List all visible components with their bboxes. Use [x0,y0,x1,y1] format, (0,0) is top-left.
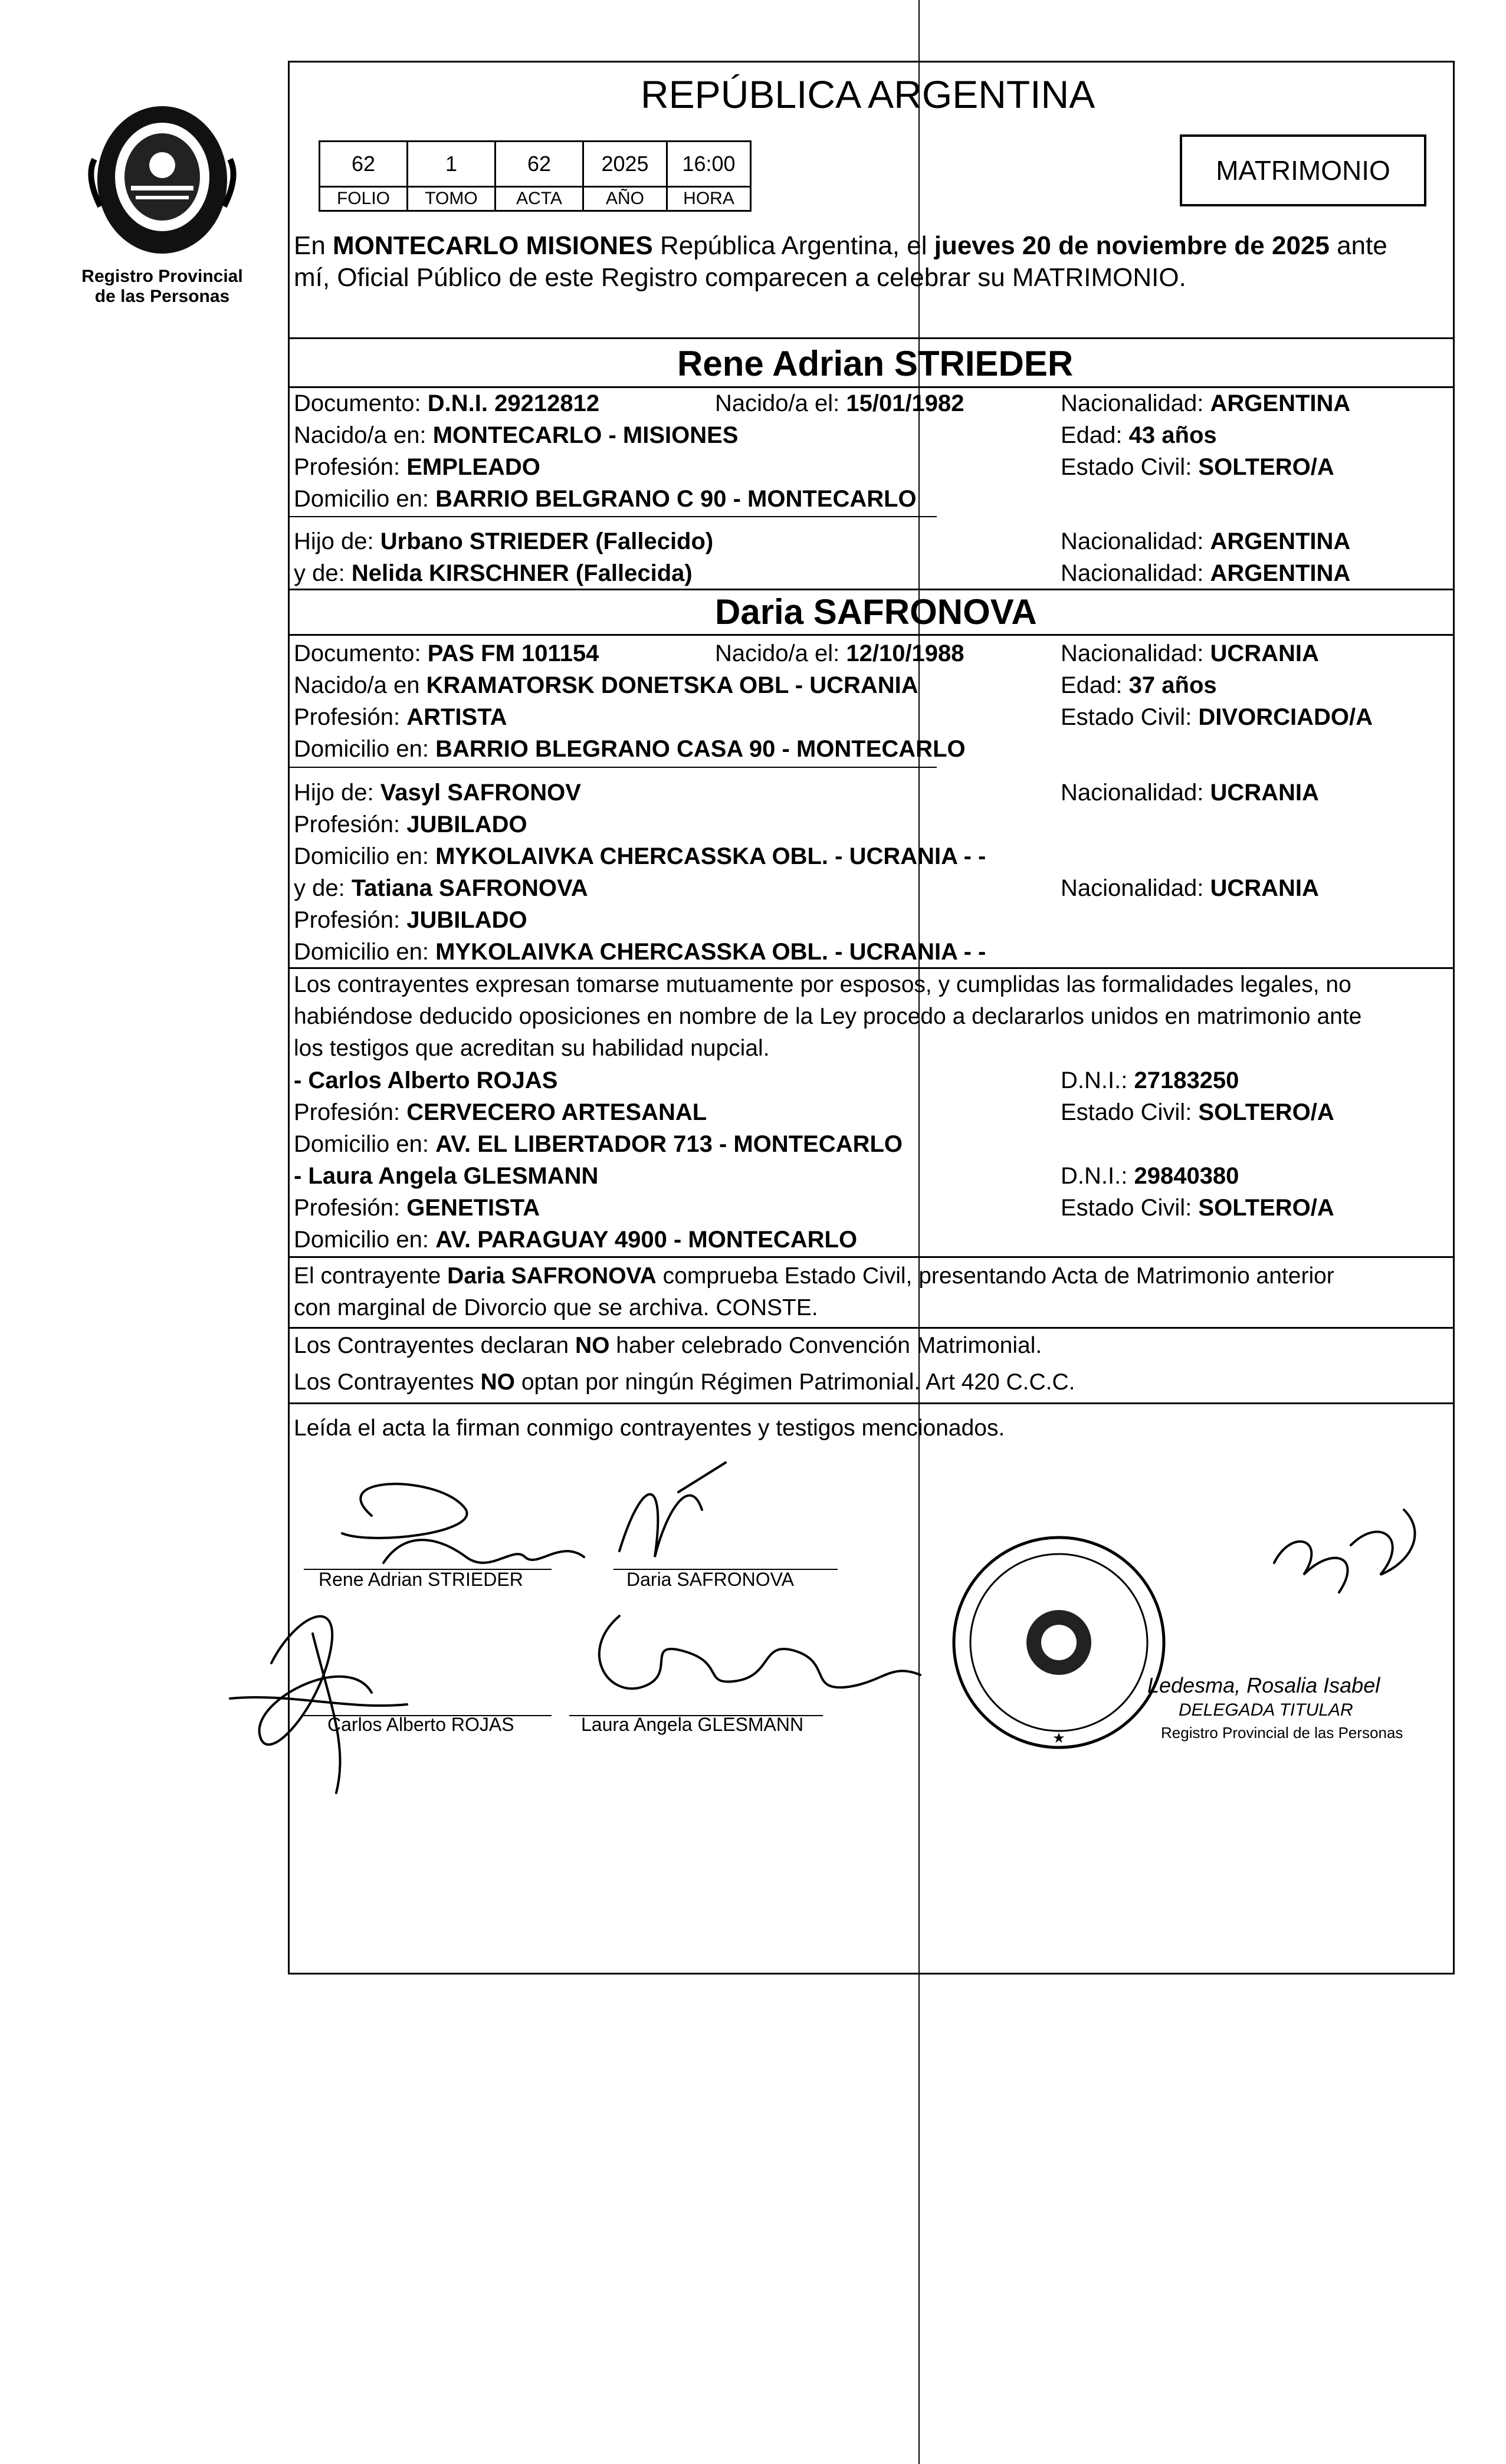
spouse2-nacido-en [294,671,918,699]
label: Nacionalidad: [1061,875,1210,901]
label: Nacionalidad: [1061,390,1210,416]
label: Domicilio en: [294,1131,436,1157]
spouse1-domicilio [294,485,917,513]
note-line-1 [294,1262,1334,1290]
value: DIVORCIADO/A [1198,704,1373,730]
witness1-name: - Carlos Alberto ROJAS [294,1067,558,1093]
page-title: REPÚBLICA ARGENTINA [641,73,1095,116]
witness2-estado-civil [1061,1194,1334,1222]
intro-date: jueves 20 de noviembre de 2025 [934,231,1330,260]
spouse2-nacido-el [715,639,964,668]
value: ARGENTINA [1210,528,1351,554]
spouse2-edad [1061,671,1217,699]
handwritten-signatures [195,1439,1463,1840]
witness1-estado-civil [1061,1098,1334,1126]
folio-value: 62 [319,140,408,188]
stamp-seal-icon [950,1533,1168,1752]
conv-no: NO [480,1369,516,1395]
divider [288,1402,1455,1404]
folio-label: FOLIO [319,186,408,212]
label: Hijo de: [294,528,380,554]
conv-text-b: optan por ningún Régimen Patrimonial. Art 420 C.C.C. [515,1369,1075,1395]
conv-text-b: haber celebrado Convención Matrimonial. [609,1333,1042,1358]
convention-line-1 [294,1332,1042,1360]
value: MYKOLAIVKA CHERCASSKA OBL. - UCRANIA - - [435,939,986,965]
value: Nelida KIRSCHNER (Fallecida) [351,560,693,586]
spouse1-madre [294,559,693,587]
act-type-box [1180,134,1426,206]
value: ARTISTA [406,704,507,730]
signature-label-3: Carlos Alberto ROJAS [327,1714,514,1735]
value: AV. EL LIBERTADOR 713 - MONTECARLO [435,1131,903,1157]
label: Edad: [1061,422,1129,448]
spouse2-padre-domicilio [294,842,986,870]
label: Nacido/a el: [715,640,846,666]
value: SOLTERO/A [1198,454,1334,480]
label: Domicilio en: [294,939,436,965]
spouse2-padre [294,778,581,807]
divider [288,967,1455,969]
spouse2-estado-civil [1061,703,1373,731]
official-title: DELEGADA TITULAR [1179,1700,1353,1720]
declaration-line-2: habiéndose deducido oposiciones en nombre de la Ley procedo a declararlos unidos en matrimonio ante [294,1004,1362,1029]
value: JUBILADO [406,812,527,837]
value: EMPLEADO [406,454,540,480]
tomo-label: TOMO [406,186,496,212]
value: PAS FM 101154 [427,640,599,666]
spouse2-documento [294,639,599,668]
label: Domicilio en: [294,736,436,762]
label: Profesión: [294,1099,407,1125]
spouse2-madre-nacionalidad [1061,874,1319,902]
official-name: Ledesma, Rosalia Isabel [1147,1673,1380,1697]
signature-label-4: Laura Angela GLESMANN [581,1714,804,1735]
spouse2-madre-profesion [294,906,527,934]
divider [288,1256,1455,1258]
label: Estado Civil: [1061,1099,1199,1125]
declaration-line-3: los testigos que acreditan su habilidad nupcial. [294,1036,770,1061]
witness2-profesion [294,1194,540,1222]
label: Hijo de: [294,780,380,806]
acta-label: ACTA [494,186,584,212]
spouse1-name: Rene Adrian STRIEDER [677,344,1074,383]
spouse1-documento [294,389,599,418]
signature-label-2: Daria SAFRONOVA [626,1569,794,1590]
svg-text:★: ★ [1052,1730,1065,1746]
label: D.N.I.: [1061,1067,1134,1093]
spouse1-padre [294,527,713,556]
value: MONTECARLO - MISIONES [432,422,739,448]
spouse2-padre-nacionalidad [1061,778,1319,807]
note-text-b: comprueba Estado Civil, presentando Acta de Matrimonio anterior [656,1263,1334,1289]
signature-label-1: Rene Adrian STRIEDER [319,1569,523,1590]
label: Estado Civil: [1061,454,1199,480]
intro-text-b: República Argentina, el [652,231,934,260]
label: Edad: [1061,672,1129,698]
value: ARGENTINA [1210,560,1351,586]
label: Nacido/a en: [294,422,433,448]
label: Documento: [294,640,428,666]
tomo-value: 1 [406,140,496,188]
spouse1-nacido-el [715,389,964,418]
value: UCRANIA [1210,780,1319,806]
spouse2-name: Daria SAFRONOVA [715,592,1037,632]
value: UCRANIA [1210,640,1319,666]
label: Profesión: [294,454,407,480]
label: Profesión: [294,1195,407,1221]
value: MYKOLAIVKA CHERCASSKA OBL. - UCRANIA - - [435,843,986,869]
intro-line-1 [294,230,1387,262]
value: 27183250 [1134,1067,1239,1093]
witness2-name: - Laura Angela GLESMANN [294,1163,599,1189]
label: Profesión: [294,704,407,730]
spouse1-nacido-en [294,421,738,449]
value: Vasyl SAFRONOV [380,780,581,806]
value: 12/10/1988 [846,640,964,666]
logo-caption-1: Registro Provincial [81,267,243,286]
divider [288,589,1455,590]
spouse1-profesion [294,453,540,481]
province-seal-icon [83,88,242,265]
divider [288,337,1455,339]
divider [288,1327,1455,1329]
witness2-dni [1061,1162,1239,1190]
note-text-a: El contrayente [294,1263,448,1289]
witness1-domicilio [294,1130,903,1158]
value: SOLTERO/A [1198,1099,1334,1125]
logo-caption-2: de las Personas [94,287,230,306]
spouse1-edad [1061,421,1217,449]
value: JUBILADO [406,907,527,933]
label: Documento: [294,390,428,416]
acta-value: 62 [494,140,584,188]
spouse1-nacionalidad [1061,389,1350,418]
value: D.N.I. 29212812 [427,390,600,416]
label: Estado Civil: [1061,1195,1199,1221]
spouse2-domicilio [294,735,966,763]
label: D.N.I.: [1061,1163,1134,1189]
note-line-2: con marginal de Divorcio que se archiva. CONSTE. [294,1295,818,1320]
hora-label: HORA [666,186,752,212]
label: Nacionalidad: [1061,560,1210,586]
declaration-line-1: Los contrayentes expresan tomarse mutuamente por esposos, y cumplidas las formalidades legales, no [294,972,1351,997]
spouse2-madre-domicilio [294,938,986,966]
witness1-profesion [294,1098,707,1126]
value: AV. PARAGUAY 4900 - MONTECARLO [435,1227,858,1253]
official-stamp [950,1533,1168,1752]
spouse2-madre [294,874,588,902]
hora-value: 16:00 [666,140,752,188]
divider [288,767,937,768]
intro-line-2: mí, Oficial Público de este Registro comparecen a celebrar su MATRIMONIO. [294,263,1186,292]
value: 37 años [1128,672,1217,698]
label: Nacionalidad: [1061,528,1210,554]
spouse2-nacionalidad [1061,639,1319,668]
label: Domicilio en: [294,843,436,869]
spouse2-padre-profesion [294,810,527,839]
convention-line-2 [294,1368,1075,1397]
label: Nacido/a el: [715,390,846,416]
official-org: Registro Provincial de las Personas [1161,1724,1403,1742]
divider [288,516,937,517]
witness2-domicilio [294,1226,857,1254]
closing-text: Leída el acta la firman conmigo contrayentes y testigos mencionados. [294,1415,1005,1441]
intro-text-a: En [294,231,333,260]
divider [288,634,1455,636]
value: ARGENTINA [1210,390,1351,416]
value: KRAMATORSK DONETSKA OBL - UCRANIA [426,672,918,698]
value: SOLTERO/A [1198,1195,1334,1221]
spouse1-madre-nacionalidad [1061,559,1350,587]
value: 15/01/1982 [846,390,964,416]
value: GENETISTA [406,1195,540,1221]
label: Nacionalidad: [1061,640,1210,666]
value: Tatiana SAFRONOVA [351,875,588,901]
intro-text-c: ante [1329,231,1387,260]
spouse1-estado-civil [1061,453,1334,481]
province-logo [83,88,242,265]
intro-city: MONTECARLO MISIONES [333,231,653,260]
label: Domicilio en: [294,1227,436,1253]
label: Nacido/a en [294,672,426,698]
value: UCRANIA [1210,875,1319,901]
divider [288,386,1455,388]
note-name: Daria SAFRONOVA [447,1263,657,1289]
spouse1-padre-nacionalidad [1061,527,1350,556]
ano-label: AÑO [582,186,668,212]
label: y de: [294,875,352,901]
label: Domicilio en: [294,486,436,512]
label: Profesión: [294,812,407,837]
label: Profesión: [294,907,407,933]
value: CERVECERO ARTESANAL [406,1099,707,1125]
label: Estado Civil: [1061,704,1199,730]
conv-text-a: Los Contrayentes [294,1369,481,1395]
ano-value: 2025 [582,140,668,188]
value: BARRIO BELGRANO C 90 - MONTECARLO [435,486,917,512]
label: Nacionalidad: [1061,780,1210,806]
value: Urbano STRIEDER (Fallecido) [380,528,714,554]
conv-text-a: Los Contrayentes declaran [294,1333,575,1358]
value: 29840380 [1134,1163,1239,1189]
witness1-dni [1061,1066,1239,1095]
conv-no: NO [575,1333,610,1358]
value: BARRIO BLEGRANO CASA 90 - MONTECARLO [435,736,966,762]
act-type: MATRIMONIO [1216,155,1390,186]
spouse2-profesion [294,703,507,731]
label: y de: [294,560,352,586]
value: 43 años [1128,422,1217,448]
